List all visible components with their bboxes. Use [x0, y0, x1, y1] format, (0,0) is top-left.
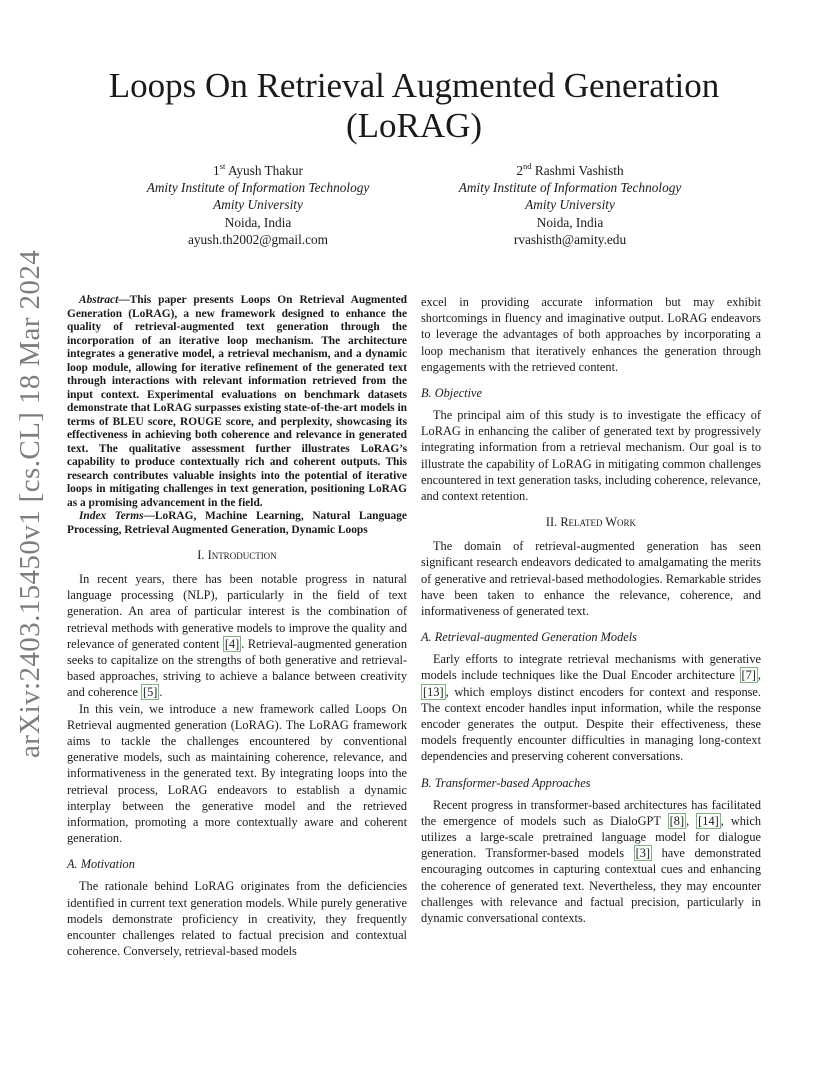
text-run: . Retrieval-augmented generation seeks to capitalize on the strengths of both generative and retrieval-based approaches, striving to achieve a balance between creativity and coherence — [67, 636, 407, 700]
subsection-heading-motivation: A. Motivation — [67, 857, 135, 872]
subsection-heading-transformer: B. Transformer-based Approaches — [421, 775, 591, 790]
author-ordinal: 2 — [516, 163, 524, 178]
right-column — [421, 294, 761, 926]
text-run: have demonstrated encouraging outcomes in capturing contextual cues and enhancing the coherence of generated text. Nevertheless, they may encounter challenges with relevance and factual precision, particularly in dynamic conversational contexts. — [421, 846, 761, 926]
text-run: Recent progress in transformer-based architectures has facilitated the emergence of models such as DialoGPT — [421, 797, 761, 828]
author-ordinal-suffix: st — [219, 161, 226, 171]
section-heading-related-work: II. Related Work — [545, 515, 637, 530]
index-terms — [67, 510, 407, 537]
abstract-body: —This paper presents Loops On Retrieval Augmented Generation (LoRAG), a new framework designed to enhance the quality of retrieval-augmented text generation through the incorporation of an iterative loop mechanism. The architecture integrates a generative model, a retrieval mechanism, and a dynamic loop module, allowing for iterative refinement of the generated text through interactions with relevant information retrieved from the input context. Experimental evaluations on benchmark datasets demonstrate that LoRAG surpasses existing state-of-the-art models in terms of BLEU score, ROUGE score, and perplexity, showcasing its effectiveness in achieving both coherence and relevance in generated text. The qualitative assessment further illustrates LoRAG’s capability to produce contextually rich and coherent outputs. This research contributes valuable insights into the potential of iterative loops in mitigating challenges in text generation, positioning LoRAG as a promising advancement in the field. — [67, 294, 407, 509]
author-email[interactable]: rvashisth@amity.edu — [513, 231, 627, 247]
author-block-2 — [410, 162, 730, 248]
citation-link[interactable]: [13] — [423, 684, 444, 699]
author-name-line — [98, 162, 418, 179]
abstract — [67, 294, 407, 510]
author-affiliation: Amity Institute of Information Technology — [458, 180, 682, 196]
paper-title — [60, 66, 768, 146]
objective-paragraph: The principal aim of this study is to investigate the efficacy of LoRAG in enhancing the caliber of generated text by progressively integrating information from a retrieval mechanism. Our goal is to illustrate the capability of LoRAG in mitigating common challenges encountered in text generation tasks, including coherence, relevance, and context retention. — [421, 408, 761, 504]
citation-link[interactable]: [5] — [143, 685, 158, 700]
author-name: Ayush Thakur — [227, 163, 303, 178]
transformer-paragraph — [421, 797, 761, 927]
author-affiliation: Amity Institute of Information Technology — [146, 180, 370, 196]
motivation-paragraph: The rationale behind LoRAG originates from the deficiencies identified in current text generation models. While purely generative models demonstrate proficiency in creativity, they frequently encounter challenges related to factual precision and contextual coherence. Conversely, retrieval-based models — [67, 879, 407, 959]
text-run: , — [686, 813, 697, 828]
subsection-heading-rag-models: A. Retrieval-augmented Generation Models — [421, 630, 637, 645]
text-run: In recent years, there has been notable progress in natural language processing (NLP), particularly in the field of text generation. An area of particular interest is the combination of retrieval methods with generative models to improve the quality and relevance of generated content — [67, 572, 407, 651]
left-column — [67, 294, 407, 959]
author-location: Noida, India — [536, 214, 604, 230]
author-name: Rashmi Vashisth — [534, 163, 624, 178]
intro-paragraph-1 — [67, 571, 407, 701]
arxiv-stamp[interactable]: arXiv:2403.15450v1 [cs.CL] 18 Mar 2024 — [14, 249, 46, 758]
index-terms-lead: Index Terms — [79, 510, 144, 522]
section-heading-introduction: I. Introduction — [197, 548, 277, 562]
index-terms-body: —LoRAG, Machine Learning, Natural Language Processing, Retrieval Augmented Generation, Dynamic Loops — [67, 510, 407, 536]
rag-models-paragraph — [421, 651, 761, 764]
text-run: , — [757, 668, 761, 683]
author-university: Amity University — [213, 197, 303, 213]
citation-link[interactable]: [7] — [741, 668, 756, 683]
text-run: . — [159, 685, 163, 700]
author-university: Amity University — [525, 197, 615, 213]
motivation-continuation: excel in providing accurate information but may exhibit shortcomings in fluency and imaginative output. LoRAG endeavors to leverage the advantages of both approaches by incorporating a loop mechanism that iteratively enhances the generation through engagements with the retrieved content. — [421, 295, 761, 374]
author-ordinal: 1 — [213, 163, 220, 178]
text-run: , which utilizes a large-scale pretrained language model for dialogue generation. Transformer-based models — [421, 813, 762, 861]
citation-link[interactable]: [4] — [224, 636, 240, 651]
related-work-paragraph: The domain of retrieval-augmented generation has seen significant research endeavors dedicated to amalgamating the merits of generative and retrieval-based methodologies. Remarkable strides have been taken to enhance the relevance, coherence, and informativeness of generated text. — [421, 539, 761, 619]
author-name-line — [410, 162, 730, 179]
citation-link[interactable]: [8] — [669, 813, 685, 828]
text-run: , which employs distinct encoders for context and response. The context encoder handles input information, while the response encoder generates the output. Despite their effectiveness, these models frequently encounter difficulties in managing long-context dependencies and preserving coherent conversations. — [421, 684, 761, 764]
title-line-2: (LoRAG) — [345, 106, 483, 145]
title-line-1: Loops On Retrieval Augmented Generation — [108, 66, 720, 105]
intro-paragraph-2: In this vein, we introduce a new framework called Loops On Retrieval augmented generation (LoRAG). The LoRAG framework aims to tackle the challenges encountered by conventional generative models, such as maintaining coherence, relevance, and informativeness in the generated text. By integrating loops into the retrieval process, LoRAG endeavors to establish a dynamic interplay between the generative model and the retrieved information, promoting a more contextually aware and coherent generation. — [67, 701, 407, 846]
abstract-lead: Abstract — [79, 294, 119, 306]
author-location: Noida, India — [224, 214, 292, 230]
author-block-1 — [98, 162, 418, 248]
author-ordinal-suffix: nd — [523, 161, 532, 171]
text-run: Early efforts to integrate retrieval mechanisms with generative models include techniques like the Dual Encoder architecture — [421, 652, 761, 683]
citation-link[interactable]: [3] — [635, 846, 651, 861]
citation-link[interactable]: [14] — [698, 813, 719, 828]
author-email[interactable]: ayush.th2002@gmail.com — [187, 231, 329, 247]
subsection-heading-objective: B. Objective — [421, 386, 483, 401]
